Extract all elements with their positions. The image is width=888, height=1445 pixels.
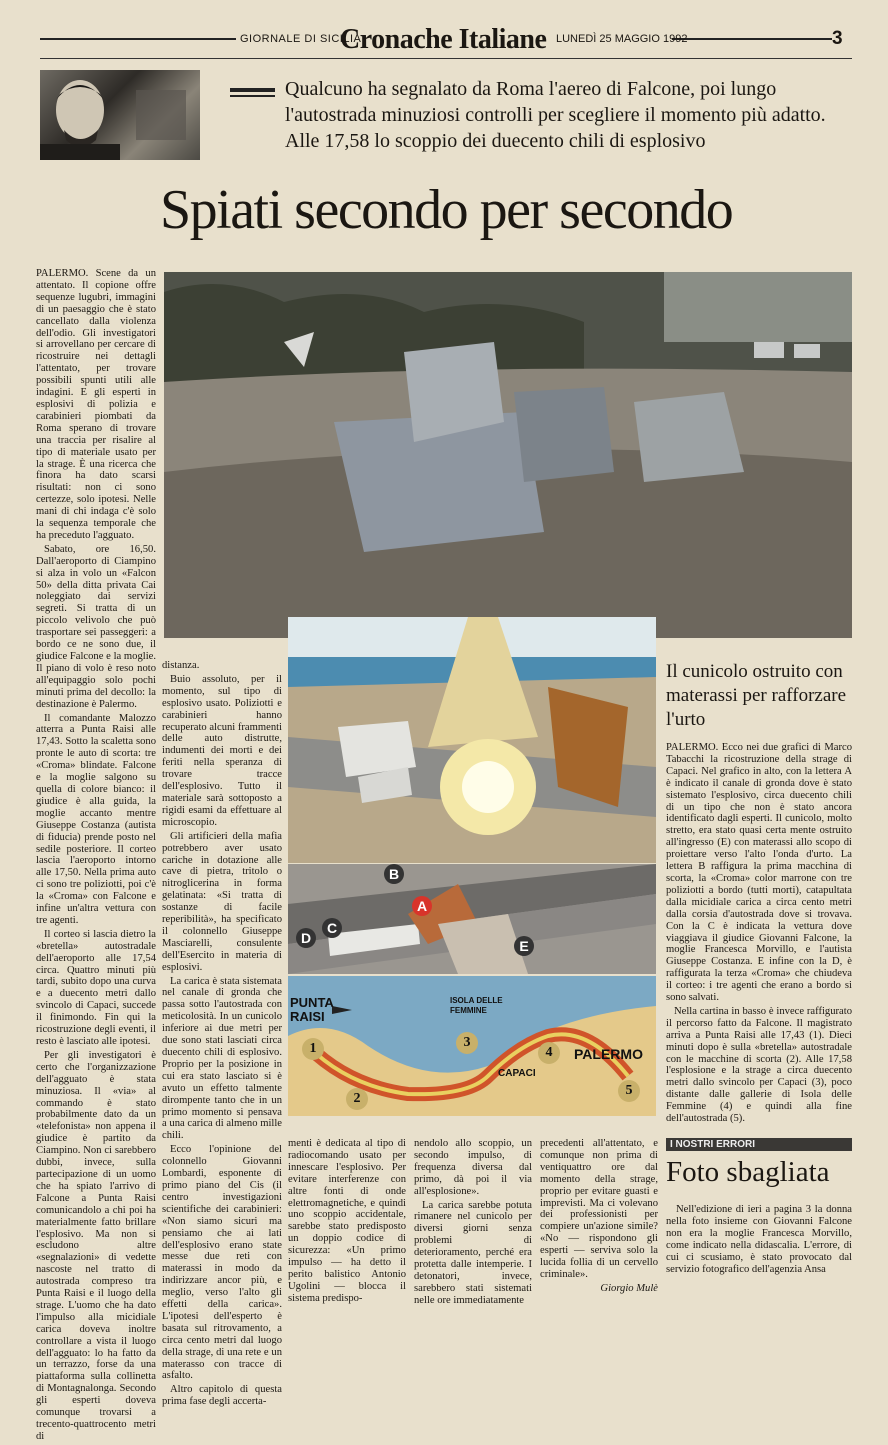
graphic-paragraph: Nella cartina in basso è invece raffigurato il percorso fatto da Falcone. Il magistrato arriva a Punta Raisi alle 17,43 (1). Dieci minuti dopo è sulla «bretella» autostradale con le macchine di scorta (2). Alle 17,58 l'esplosione e la strage a circa duecento metri dallo svincolo per Capaci (3), poco distante dalle gallerie di Isola delle Femmine (4) e quindi alla fine dell'autostrada (5).: [666, 1005, 852, 1125]
map-marker-5: 5: [618, 1080, 640, 1102]
article-paragraph: Il comandante Malozzo atterra a Punta Raisi alle 17,43. Sotto la scaletta sono pronte le auto di scorta: tre «Croma» blindate. Falcone e la moglie salgono su quella di colore bianco: il giudice è alla guida, la moglie accanto mentre Giuseppe Costanza (autista di fiducia) prende posto nel sedile posteriore. Il corteo lascia l'aeroporto intorno alle 17,50. Nella prima auto ci sono tre poliziotti, poi c'è la «Croma» con Falcone e infine un'altra vettura con tre agenti.: [36, 712, 156, 926]
diagram-label-e: E: [514, 936, 534, 956]
route-map: [288, 976, 656, 1116]
headline: Spiati secondo per secondo: [160, 179, 733, 241]
article-paragraph: precedenti all'attentato, e comunque non prima di ventiquattro ore dal momento della strage, proprio per evitare guasti e imprevisti. Ma ci volevano dei professionisti per compiere un'azione simile? «No — rispondono gli esperti — serviva solo la lucida follia di un cervello criminale».: [540, 1138, 658, 1280]
article-column-4: [414, 1138, 532, 1309]
article-paragraph: menti è dedicata al tipo di radiocomando usato per innescare l'esplosivo. Per evitare interferenze con altre fonti di onde elettromagnetiche, e quindi uno scoppio accidentale, sarebbe stato predisposto un doppio codice di sicurezza: «Un primo impulso — ha detto il perito balistico Antonio Ugolini — blocca il sistema predispo-: [288, 1138, 406, 1304]
masthead-paper-name: GIORNALE DI SICILIA: [240, 33, 362, 45]
falcone-portrait-photo: [40, 70, 200, 160]
subhead-rule: [230, 88, 275, 92]
graphic-explanation: [666, 742, 852, 1127]
masthead-rule-top-right: [672, 38, 832, 40]
article-paragraph: Gli artificieri della mafia potrebbero aver usato cariche in dotazione alle cave di pietra, tritolo o nitroglicerina in forma gelatinata: «Si tratta di sostanze di facile reperibilità», ha specificato il colonnello Giuseppe Masciarelli, consulente dell'Esercito in materia di esplosivi.: [162, 830, 282, 973]
article-paragraph: La carica sarebbe potuta rimanere nel cunicolo per diversi giorni senza problemi di deterioramento, perché era protetta dalle intemperie. I detonatori, invece, sarebbero stati sistemati nelle ore immediatamente: [414, 1199, 532, 1306]
road-diagram: [288, 864, 656, 974]
map-marker-2: 2: [346, 1088, 368, 1110]
subhead: Qualcuno ha segnalato da Roma l'aereo di Falcone, poi lungo l'autostrada minuziosi controlli per scegliere il momento più adatto. Alle 17,58 lo scoppio dei duecento chili di esplosivo: [285, 78, 826, 152]
correction-label: I NOSTRI ERRORI: [666, 1138, 852, 1151]
correction-title: Foto sbagliata: [666, 1156, 830, 1188]
article-column-1: [36, 268, 156, 1445]
map-label-palermo: PALERMO: [574, 1046, 643, 1062]
diagram-label-b: B: [384, 864, 404, 884]
article-column-3: [288, 1138, 406, 1307]
correction-text: [666, 1204, 852, 1277]
article-paragraph: nendolo allo scoppio, un secondo impulso, di frequenza diversa dal primo, dà poi il via all'esplosione».: [414, 1138, 532, 1197]
diagram-label-d: D: [296, 928, 316, 948]
graphic-title: Il cunicolo ostruito con materassi per rafforzare l'urto: [666, 661, 847, 730]
article-column-5: [540, 1138, 658, 1295]
article-paragraph: Per gli investigatori è certo che l'organizzazione dell'agguato è stata minuziosa. Il «via» al commando è stato probabilmente dato da un «telefonista» non appena il giudice è partito da Ciampino. Non ci sarebbero dubbi, invece, sulla partecipazione di un uomo che ha spiato l'arrivo di Falcone a Punta Raisi comunicandolo a chi poi ha materialmente fatto brillare l'esplosivo. Ma non si escludono altre «segnalazioni» di vedette nascoste nel tratto di autostrada compreso tra Punta Raisi e il luogo della strage. L'uomo che ha dato l'impulso alla micidiale carica doveva inoltre controllare a vista il luogo dell'agguato: lo ha fatto da un terrazzo, forse da una piattaforma sulla collinetta di Montagnalonga. Secondo gli esperti doveva comunque trovarsi a trecento-quattrocento metri di: [36, 1049, 156, 1442]
map-marker-3: 3: [456, 1032, 478, 1054]
article-paragraph: La carica è stata sistemata nel canale di gronda che passa sotto l'autostrada con meticolosità. In un cunicolo inferiore ai due metri per due sono stati lasciati circa duecento chili di esplosivo. Proprio per la posizione in cui era stato lasciato si è avuto un effetto talmente dirompente tanto che in un primo momento si pensava a una carica di almeno mille chili.: [162, 975, 282, 1142]
correction-paragraph: Nell'edizione di ieri a pagina 3 la donna nella foto insieme con Giovanni Falcone non era la moglie Francesca Morvillo, come indicato nella didascalia. L'errore, di cui ci scusiamo, è stato provocato dal servizio fotografico dell'agenzia Ansa: [666, 1204, 852, 1275]
article-paragraph: PALERMO. Scene da un attentato. Il copione offre sequenze lugubri, immagini di un paesaggio che è stato cancellato dalla violenza dell'odio. Gli investigatori si arrovellano per cercare di ricostruire nei dettagli l'attentato, per trovare possibili spunti utili alle indagini. E gli esperti in esplosivi di polizia e carabinieri piombati da Roma sperano di trovare una traccia per risalire al tipo di materiale usato per la strage. È una ricerca che finora ha dato scarsi risultati: non ci sono certezze, solo ipotesi. Nelle mani di chi indaga c'è solo la sequenza temporale che ha preceduto l'agguato.: [36, 268, 156, 541]
article-paragraph: distanza.: [162, 660, 200, 671]
masthead-rule-bottom: [40, 58, 852, 59]
masthead-rule-top-left: [40, 38, 236, 40]
map-label-punta-raisi: PUNTA RAISI: [290, 995, 334, 1024]
article-paragraph: Altro capitolo di questa prima fase degli accerta-: [162, 1384, 282, 1408]
article-column-2: [162, 660, 282, 1410]
subhead-rule-2: [230, 95, 275, 97]
byline: Giorgio Mulè: [600, 1282, 658, 1294]
article-paragraph: Il corteo si lascia dietro la «bretella» autostradale dell'aeroporto alle 17,54 circa. Quattro minuti più tardi, subito dopo una curva e a duecento metri dallo svincolo di Capaci, succede il finimondo. Fin qui la ricostruzione degli eventi, il resto è lasciato alle ipotesi.: [36, 928, 156, 1047]
masthead-date: LUNEDÌ 25 MAGGIO 1992: [556, 33, 688, 45]
article-paragraph: Ecco l'opinione del colonnello Giovanni Lombardi, esponente di primo piano del Cis (il centro investigazioni scientifiche dei carabinieri: «Non siamo sicuri ma pensiamo che ai lati dell'esplosivo erano state messe due reti con materassi in modo da indirizzare ancor più, e meglio, verso l'alto gli effetti della carica». L'ipotesi dell'esperto è basata sul ritrovamento, a circa cento metri dal luogo della strage, di una rete e un materasso con tracce di asfalto.: [162, 1144, 282, 1382]
explosion-illustration: [288, 617, 656, 863]
map-marker-4: 4: [538, 1042, 560, 1064]
graphic-paragraph: PALERMO. Ecco nei due grafici di Marco Tabacchi la ricostruzione della strage di Capaci. Nel grafico in alto, con la lettera A è indicato il canale di gronda dove è stato sistemato l'esplosivo, circa duecento chili di un tipo che non è stato ancora identificato dagli esperti. Il cunicolo, molto stretto, era stato quasi certa mente ostruito all'ingresso (E) con materassi allo scopo di proiettare verso l'alto l'onda d'urto. La lettera B raffigura la prima macchina di scorta, la «Croma» color marrone con tre poliziotti a bordo (tutti morti), catapultata dalla micidiale carica a circa cento metri dalla corsia d'autostrada dove si trovava. Con la C è indicata la vettura dove viaggiava il giudice Giovanni Falcone, la moglie Francesca Morvillo, e l'autista Giuseppe Costanza. E infine con la D, è raffigurata la terza «Croma» che chiudeva il corteo: i tre agenti che erano a bordo si sono salvati.: [666, 742, 852, 1004]
map-marker-1: 1: [302, 1038, 324, 1060]
bombing-scene-photo: [164, 272, 852, 638]
page-number: 3: [832, 28, 843, 49]
map-label-isola: ISOLA DELLE FEMMINE: [450, 996, 503, 1015]
article-paragraph: Buio assoluto, per il momento, sul tipo di esplosivo usato. Poliziotti e carabinieri hanno recuperato alcuni frammenti delle auto distrutte, indumenti dei morti e dei feriti nella speranza di trovare tracce dell'esplosivo. Tutto il materiale sarà sottoposto a rigidi esami da effettuare al microscopio.: [162, 673, 283, 828]
section-title: Cronache Italiane: [340, 24, 547, 55]
map-label-capaci: CAPACI: [498, 1068, 536, 1079]
diagram-label-c: C: [322, 918, 342, 938]
article-paragraph: Sabato, ore 16,50. Dall'aeroporto di Ciampino si alza in volo un «Falcon 50» della ditta privata Cai noleggiato dai servizi segreti. Si tratta di un piccolo velivolo che può trasportare sei passeggeri: a bordo ce ne sono due, il giudice Falcone e la moglie. Il piano di volo è reso noto all'equipaggio solo pochi minuti prima del decollo: la destinazione è Palermo.: [36, 543, 156, 710]
diagram-label-a: A: [412, 896, 432, 916]
